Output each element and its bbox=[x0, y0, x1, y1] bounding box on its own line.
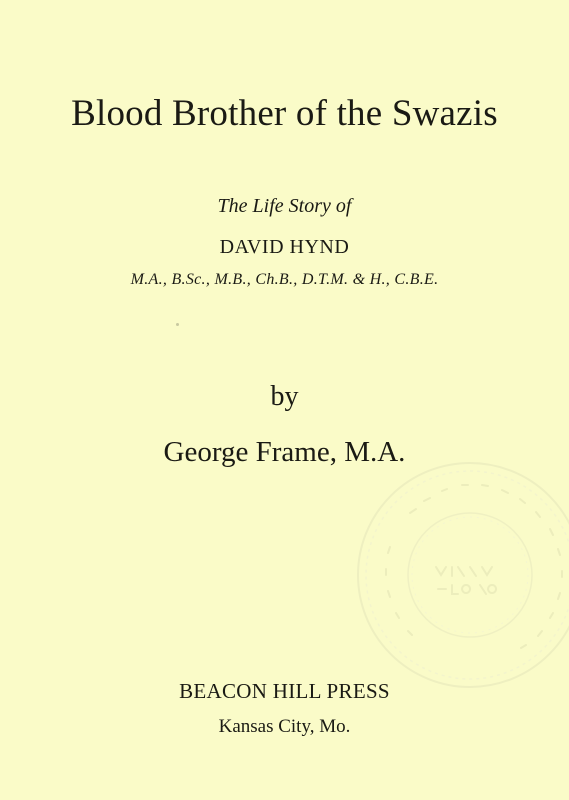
publisher-city: Kansas City, Mo. bbox=[218, 716, 351, 737]
subject-name: DAVID HYND bbox=[219, 236, 350, 258]
book-title: Blood Brother of the Swazis bbox=[71, 93, 498, 134]
book-subtitle: The Life Story of bbox=[217, 195, 352, 217]
publisher-name: BEACON HILL PRESS bbox=[179, 679, 390, 703]
embossed-library-seal-icon bbox=[350, 455, 569, 695]
by-label: by bbox=[270, 381, 299, 412]
subject-degrees: M.A., B.Sc., M.B., Ch.B., D.T.M. & H., C.B.E. bbox=[130, 271, 439, 288]
paper-speck bbox=[176, 323, 179, 326]
author-name: George Frame, M.A. bbox=[163, 436, 406, 468]
